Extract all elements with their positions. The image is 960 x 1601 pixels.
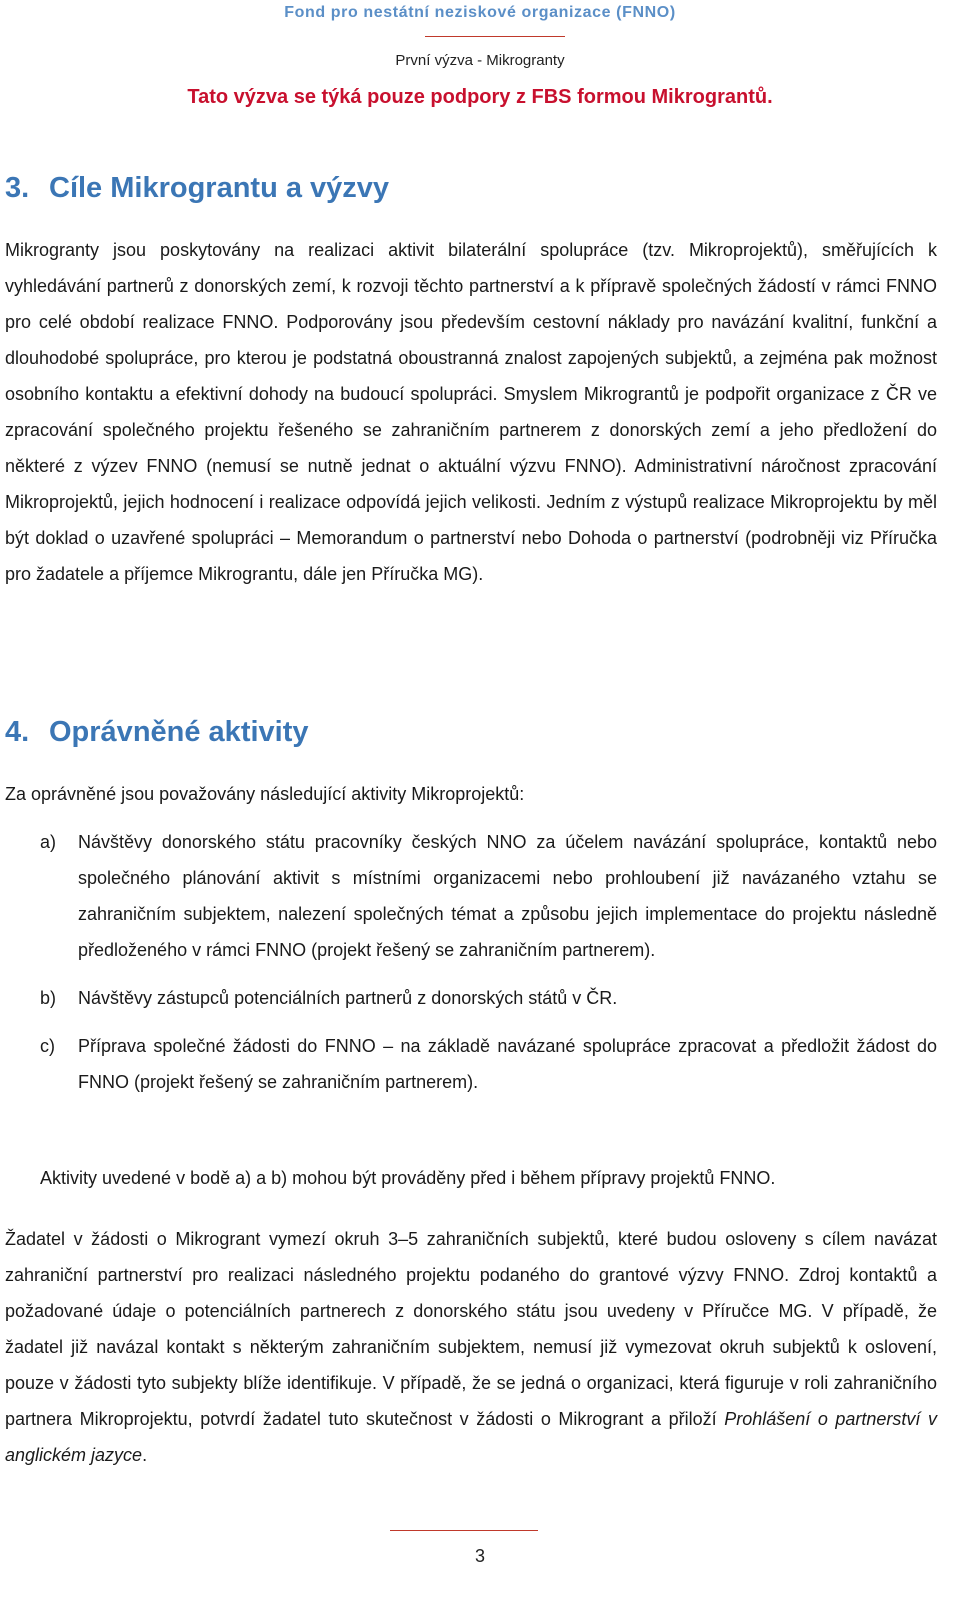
list-item-text: Návštěvy zástupců potenciálních partnerů z donorských států v ČR. <box>78 988 618 1008</box>
list-item <box>40 1028 937 1100</box>
section-3-title: Cíle Mikrograntu a výzvy <box>49 172 390 204</box>
page-number: 3 <box>474 1546 485 1566</box>
list-marker: a) <box>40 832 57 852</box>
activities-list <box>40 824 937 1100</box>
section-4-title: Oprávněné aktivity <box>49 716 309 748</box>
paragraph-main-text: Žadatel v žádosti o Mikrogrant vymezí okruh 3–5 zahraničních subjektů, které budou osloveny s cílem navázat zahraniční partnerství pro realizaci následného projektu podaného do grantové výzvy FNNO. Zdroj kontaktů a požadované údaje o potenciálních partnerech z donorského státu jsou uvedeny v Příručce MG. V případě, že žadatel již navázal kontakt s některým zahraničním subjektem, nemusí již vymezovat okruh subjektů k oslovení, pouze v žádosti tyto subjekty blíže identifikuje. V případě, že se jedná o organizaci, která figuruje v roli zahraničního partnera Mikroprojektu, potvrdí žadatel tuto skutečnost v žádosti o Mikrogrant a přiloží <box>5 1229 937 1429</box>
list-item <box>40 824 937 968</box>
activities-note: Aktivity uvedené v bodě a) a b) mohou být prováděny před i během přípravy projektů FNNO. <box>40 1168 776 1188</box>
partnership-declaration-emphasis: Prohlášení o partnerství v anglickém jazyce <box>5 1409 938 1465</box>
header-divider <box>425 36 565 37</box>
footer-divider <box>390 1530 538 1531</box>
list-item <box>40 980 937 1016</box>
section-4-intro: Za oprávněné jsou považovány následující aktivity Mikroprojektů: <box>5 784 525 804</box>
section-3-paragraph: Mikrogranty jsou poskytovány na realizaci aktivit bilaterální spolupráce (tzv. Mikroprojektů), směřujících k vyhledávání partnerů z donorských zemí, k rozvoji těchto partnerství a k přípravě společných žádostí v rámci FNNO pro celé období realizace FNNO. Podporovány jsou především cestovní náklady pro navázání kvalitní, funkční a dlouhodobé spolupráce, pro kterou je podstatná oboustranná znalost zapojených subjektů, a zejména pak možnost osobního kontaktu a efektivní dohody na budoucí spolupráci. Smyslem Mikrograntů je podpořit organizace z ČR ve zpracování společného projektu řešeného se zahraničním partnerem z donorských zemí a jeho předložení do některé z výzev FNNO (nemusí se nutně jednat o aktuální výzvu FNNO). Administrativní náročnost zpracování Mikroprojektů, jejich hodnocení i realizace odpovídá jejich velikosti. Jedním z výstupů realizace Mikroprojektu by měl být doklad o uzavřené spolupráci – Memorandum o partnerství nebo Dohoda o partnerství (podrobněji viz Příručka pro žadatele a příjemce Mikrograntu, dále jen Příručka MG). <box>5 240 937 584</box>
section-4-number: 4. <box>5 716 30 748</box>
header-call-name: První výzva - Mikrogranty <box>395 52 565 69</box>
list-item-text: Návštěvy donorského státu pracovníky českých NNO za účelem navázání spolupráce, kontaktů nebo společného plánování aktivit s místními organizacemi nebo prohloubení již navázaného vztahu se zahraničním subjektem, nalezení společných témat a způsobu jejich implementace do projektu následně předloženého v rámci FNNO (projekt řešený se zahraničním partnerem). <box>78 832 937 960</box>
section-4-paragraph <box>5 1221 937 1473</box>
section-3-heading <box>5 172 389 205</box>
section-4-heading <box>5 716 309 749</box>
list-marker: c) <box>40 1036 55 1056</box>
list-marker: b) <box>40 988 57 1008</box>
header-organization: Fond pro nestátní neziskové organizace (FNNO) <box>284 4 676 21</box>
header-scope-note: Tato výzva se týká pouze podpory z FBS formou Mikrograntů. <box>187 86 773 108</box>
section-3-number: 3. <box>5 172 30 204</box>
paragraph-end: . <box>142 1445 148 1465</box>
list-item-text: Příprava společné žádosti do FNNO – na základě navázané spolupráce zpracovat a předložit žádost do FNNO (projekt řešený se zahraničním partnerem). <box>78 1036 937 1092</box>
